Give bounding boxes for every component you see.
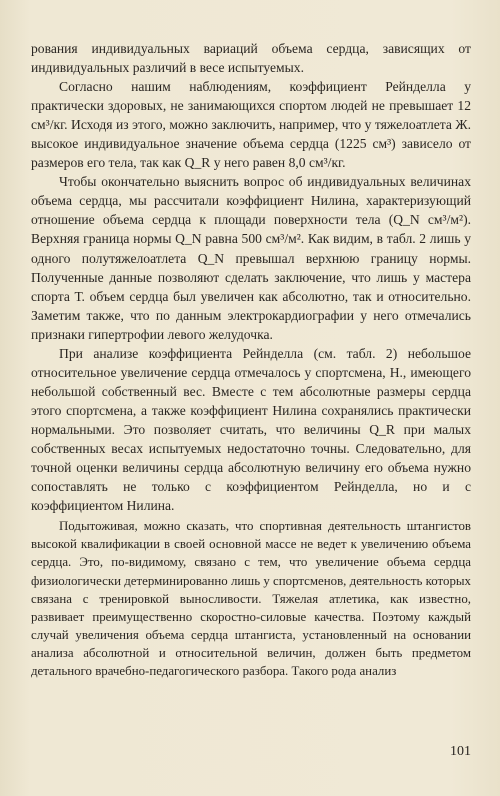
- page-number: 101: [450, 744, 471, 759]
- paragraph: Согласно нашим наблюдениям, коэффициент Рейнделла у практически здоровых, не занимающихся спортом людей не превышает 12 см³/кг. Исходя из этого, можно заключить, например, что у тяжелоатлета Ж. высокое индивидуальное значение объема сердца (1225 см³) зависело от размеров его тела, так как Q_R у него равен 8,0 см³/кг.: [31, 79, 471, 171]
- paragraph: При анализе коэффициента Рейнделла (см. табл. 2) небольшое относительное увеличение сердца отмечалось у спортсмена, Н., имеющего небольшой собственный вес. Вместе с тем абсолютные размеры сердца этого спортсмена, а также коэффициент Нилина сохранялись практически нормальными. Это позволяет считать, что величины Q_R при малых собственных весах испытуемых недостаточно точны. Следовательно, для точной оценки величины сердца абсолютную величину его объема нужно сопоставлять не только с коэффициентом Рейнделла, но и с коэффициентом Нилина.: [31, 345, 471, 514]
- paragraph-continuation: рования индивидуальных вариаций объема сердца, зависящих от индивидуальных различий в весе испытуемых.: [31, 41, 471, 76]
- body-text: [31, 39, 471, 681]
- paragraph: Чтобы окончательно выяснить вопрос об индивидуальных величинах объема сердца, мы рассчитали коэффициент Нилина, характеризующий отношение объема сердца к площади поверхности тела (Q_N см³/м²). Верхняя граница нормы Q_N равна 500 см³/м². Как видим, в табл. 2 лишь у одного полутяжелоатлета Q_N превышал верхнюю границу нормы. Полученные данные позволяют сделать заключение, что лишь у мастера спорта Т. объем сердца был увеличен как абсолютно, так и относительно. Заметим также, что по данным электрокардиографии у него отмечались признаки гипертрофии левого желудочка.: [31, 174, 471, 342]
- paragraph-small-print: Подытоживая, можно сказать, что спортивная деятельность штангистов высокой квалификации в своей основной массе не ведет к увеличению объема сердца. Это, по-видимому, связано с тем, что увеличение объема сердца физиологически детерминированно лишь у спортсменов, деятельность которых связана с тренировкой выносливости. Тяжелая атлетика, как известно, развивает преимущественно скоростно-силовые качества. Поэтому каждый случай увеличения объема сердца штангиста, установленный на основании анализа абсолютной и относительной величин, должен быть предметом детального врачебно-педагогического разбора. Такого рода анализ: [31, 519, 471, 679]
